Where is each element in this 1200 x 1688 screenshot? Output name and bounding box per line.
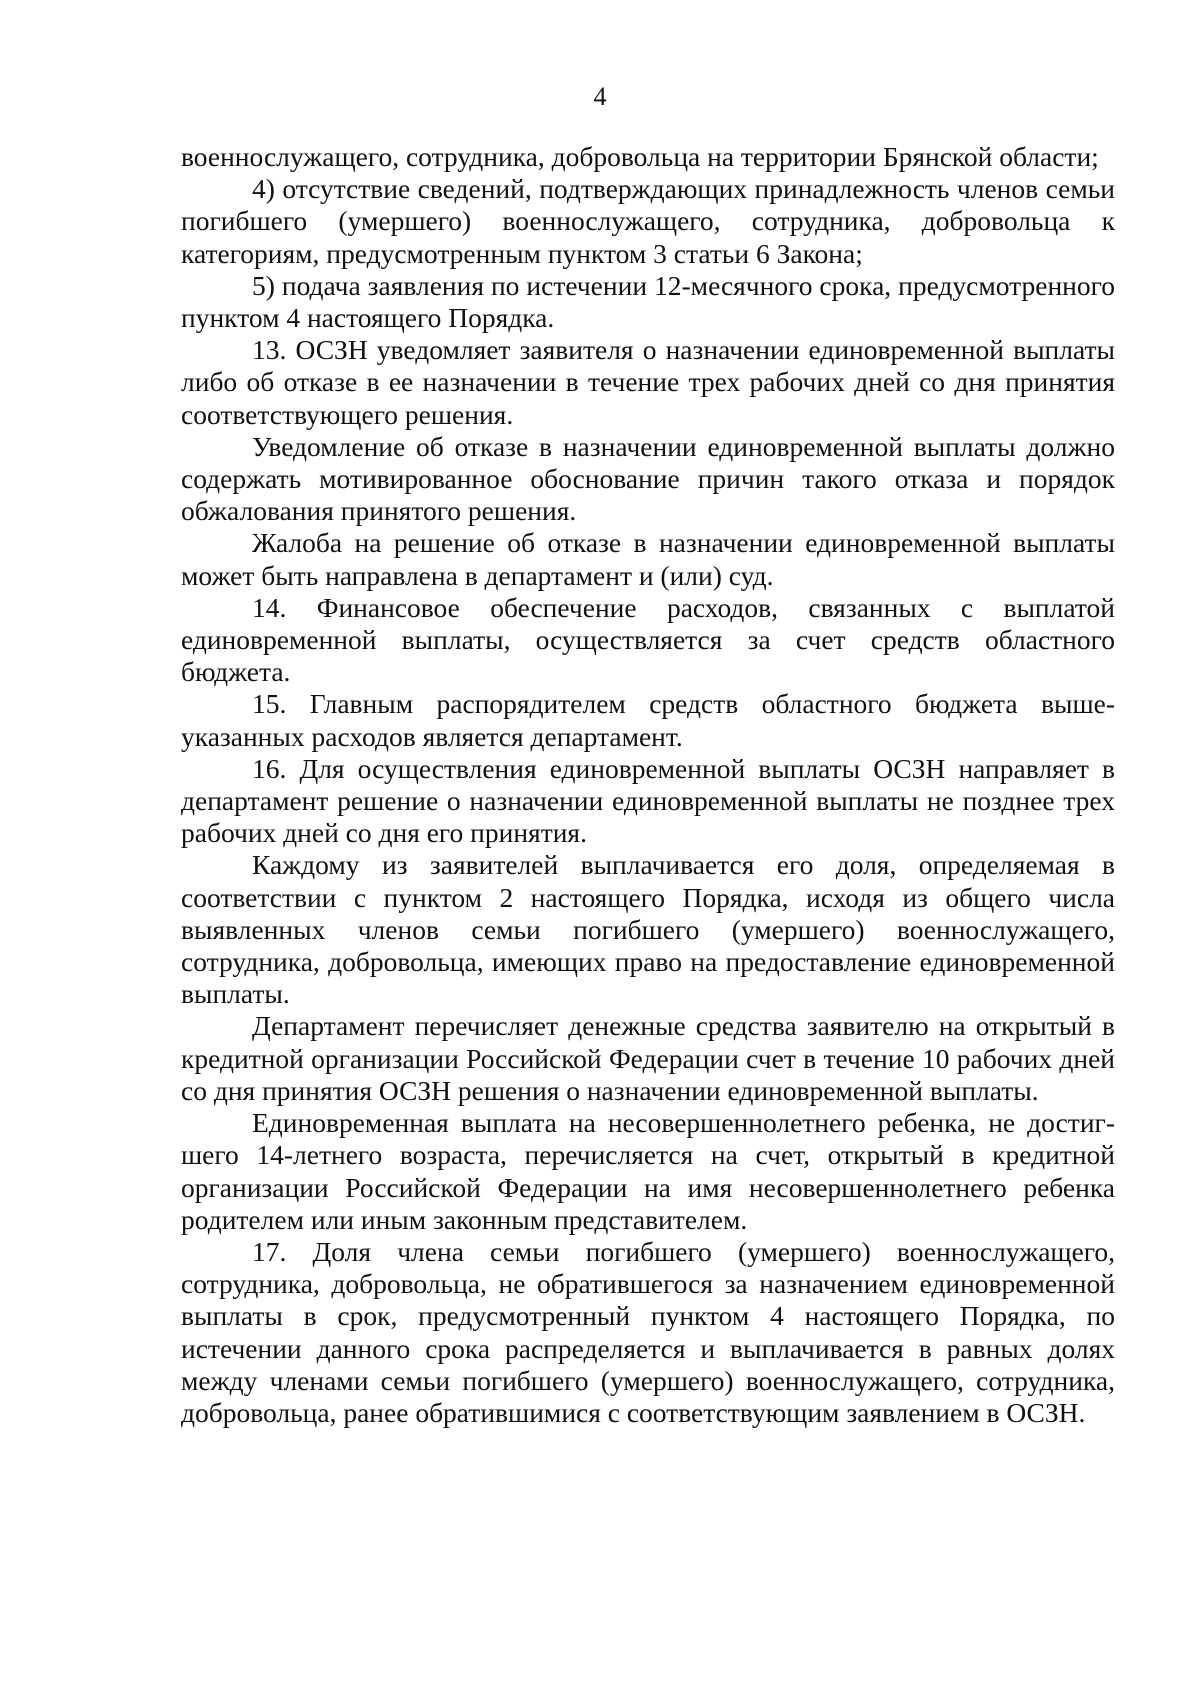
paragraph-item-5: 5) подача заявления по истечении 12-месячного срока, предусмотренного пунктом 4 настоящего Порядка. bbox=[181, 269, 1115, 334]
page-number: 4 bbox=[593, 82, 607, 111]
paragraph-minor-child: Единовременная выплата на несовершеннолетнего ребенка, не достигшего 14-летнего возраста, перечисляется на счет, открытый в кредитной организации Российской Федерации на имя несовершеннолетнего ребенка родителем или иным законным представителем. bbox=[181, 1107, 1115, 1235]
paragraph-clause-17: 17. Доля члена семьи погибшего (умершего) военнослужащего, сотрудника, добровольца, не обратившегося за назначением единовременной выплаты в срок, предусмотренный пунктом 4 настоящего Порядка, по истечении данного срока распределяется и выплачивается в равных долях между членами семьи погибшего (умершего) военнослужащего, сотрудника, добровольца, ранее обратившимися с соответствующим заявлением в ОСЗН. bbox=[181, 1235, 1115, 1428]
paragraph-clause-14: 14. Финансовое обеспечение расходов, связанных с выплатой единовременной выплаты, осуществляется за счет средств областного бюджета. bbox=[181, 591, 1115, 688]
paragraph-clause-16: 16. Для осуществления единовременной выплаты ОСЗН направляет в департамент решение о назначении единовременной выплаты не позднее трех рабочих дней со дня его принятия. bbox=[181, 752, 1115, 849]
paragraph-clause-15: 15. Главным распорядителем средств областного бюджета вышеуказанных расходов является департамент. bbox=[181, 688, 1115, 752]
paragraph-clause-13: 13. ОСЗН уведомляет заявителя о назначении единовременной выплаты либо об отказе в ее назначении в течение трех рабочих дней со дня принятия соответствующего решения. bbox=[181, 334, 1115, 430]
paragraph-share-calculation: Каждому из заявителей выплачивается его доля, определяемая в соответствии с пунктом 2 настоящего Порядка, исходя из общего числа выявленных членов семьи погибшего (умершего) военнослужащего, сотрудника, добровольца, имеющих право на предоставление единовременной выплаты. bbox=[181, 849, 1115, 1010]
paragraph-continuation: военнослужащего, сотрудника, добровольца на территории Брянской области; bbox=[181, 141, 1099, 172]
paragraph-item-4: 4) отсутствие сведений, подтверждающих принадлежность членов семьи погибшего (умершего) военнослужащего, сотрудника, добровольца к категориям, предусмотренным пунктом 3 статьи 6 Закона; bbox=[181, 173, 1115, 269]
paragraph-refusal-notice: Уведомление об отказе в назначении единовременной выплаты должно содержать мотивированное обоснование причин такого отказа и порядок обжалования принятого решения. bbox=[181, 430, 1115, 527]
paragraph-transfer: Департамент перечисляет денежные средства заявителю на открытый в кредитной организации Российской Федерации счет в течение 10 рабочих дней со дня принятия ОСЗН решения о назначении единовременной выплаты. bbox=[181, 1010, 1115, 1106]
paragraph-complaint: Жалоба на решение об отказе в назначении единовременной выплаты может быть направлена в департамент и (или) суд. bbox=[181, 527, 1115, 591]
document-body bbox=[181, 141, 1115, 1429]
